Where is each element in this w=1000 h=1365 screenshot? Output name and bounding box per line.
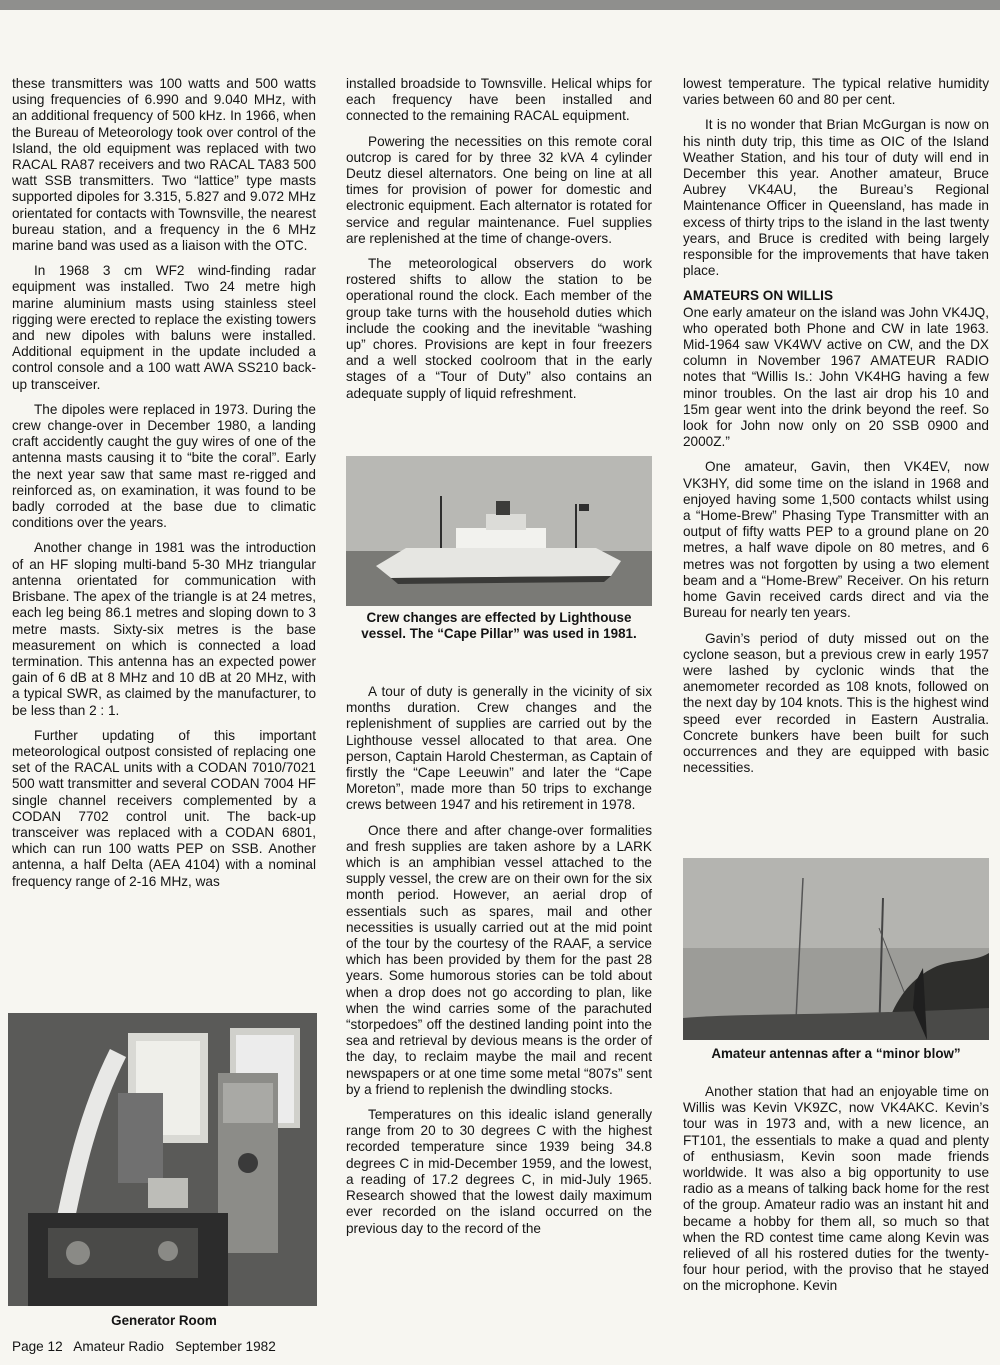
page-footer [12,1339,276,1354]
paragraph: Another station that had an enjoyable time on Willis was Kevin VK9ZC, now VK4AKC. Kevin’s tour was in 1973 and, with a new licence, an FT101, the essentials to make a quad and plenty of enthusiasm, Kevin soon made friends worldwide. It was also a big opportunity to use radio as a means of talking back home for the rest of the group. Amateur radio was an instant hit and became a hobby for them all, so much so that when the RD contest time came along Kevin was relieved of all his rostered duties for the twenty-four hour period, with the proviso that he stayed on the microphone. Kevin [683,1084,989,1294]
paragraph: The dipoles were replaced in 1973. During the crew change-over in December 1980, a landing craft accidently caught the guy wires of one of the antenna masts causing it to “bite the coral”. Early the next year saw that same mast re-rigged and reinforced as, on examination, it was found to be badly corroded at the base due to climatic conditions over the years. [12,401,316,531]
paragraph: Gavin’s period of duty missed out on the cyclone season, but a previous crew in early 1957 were lashed by cyclonic winds that the anemometer recorded as 108 knots, followed on the next day by 104 knots. This is the highest wind speed ever recorded in Eastern Australia. Concrete bunkers have been built for such occurrences and they are equipped with basic necessities. [683,630,989,776]
paragraph: A tour of duty is generally in the vicinity of six months duration. Crew changes and the replenishment of supplies are carried out by the Lighthouse vessel allocated to that area. One person, Captain Harold Chesterman, as Captain of firstly the “Cape Leeuwin” and later the “Cape Moreton”, made more than 50 trips to exchange crews between 1947 and his retirement in 1978. [346,684,652,813]
paragraph: The meteorological observers do work rostered shifts to allow the station to be operational round the clock. Each member of the group take turns with the household duties which include the cooking and the inevitable “washing up” chores. Provisions are kept in four freezers and a well stocked coolroom that in the early stages of a “Tour of Duty” also contains an adequate supply of liquid refreshment. [346,256,652,401]
lighthouse-vessel-photo [346,456,652,606]
paragraph: Another change in 1981 was the introduction of an HF sloping multi-band 5-30 MHz triangular antenna orientated for communication with Brisbane. The apex of the triangle is at 24 metres, each leg being 86.1 metres and sloping down to 3 metre masts. Sixty-six metres is the base measurement on which is connected a load termination. This antenna has an expected power gain of 6 dB at 8 MHz and 10 dB at 20 MHz, with a typical SWR, as claimed by the manufacturer, to be less than 2 : 1. [12,540,316,718]
paragraph: installed broadside to Townsville. Helical whips for each frequency have been installed and connected to the remaining RACAL equipment. [346,76,652,124]
paragraph: It is no wonder that Brian McGurgan is now on his ninth duty trip, this time as OIC of the Island Weather Station, and his tour of duty will end in December this year. Another amateur, Bruce Aubrey VK4AU, the Bureau’s Regional Maintenance Officer in Queensland, has made in excess of thirty trips to the island in the last twenty years, and Bruce is credited with being largely responsible for the improvements that have taken place. [683,117,989,279]
magazine-name: Amateur Radio [73,1339,164,1354]
paragraph: these transmitters was 100 watts and 500 watts using frequencies of 6.990 and 9.040 MHz, with an additional frequency of 500 kHz. In 1966, when the Bureau of Meteorology took over control of the Island, the old equipment was replaced with two RACAL RA87 receivers and two RACAL TA83 500 watt SSB transmitters. Two “lattice” type masts supported dipoles for 3.315, 5.827 and 9.072 MHz orientated for contacts with Townsville, the nearest bureau station, and a frequency in the 6 MHz marine band was used as a liaison with the OTC. [12,76,316,254]
lighthouse-vessel-caption: Crew changes are effected by Lighthouse vessel. The “Cape Pillar” was used in 1981. [361,610,637,641]
paragraph: Temperatures on this idealic island generally range from 20 to 30 degrees C with the highest recorded temperature since 1939 being 34.8 degrees C in mid-December 1959, and the lowest, a reading of 17.2 degrees C, in mid-July 1965. Research showed that the lowest daily maximum ever recorded on the island occurred on the previous day to the record of the [346,1107,652,1236]
amateur-antennas-photo [683,858,989,1040]
generator-room-illustration [8,1013,317,1306]
paragraph: Powering the necessities on this remote coral outcrop is cared for by three 32 kVA 4 cylinder Deutz diesel alternators. One being on line at all times for provision of power for domestic and electronic equipment. Each alternator is rotated for service and regular maintenance. Fuel supplies are replenished at the time of change-overs. [346,133,652,246]
amateur-antennas-illustration [683,858,989,1040]
column-2 [346,76,652,411]
page-number: Page 12 [12,1339,63,1354]
column-3-continued [683,1084,989,1304]
generator-room-caption: Generator Room [111,1313,217,1328]
paragraph: One early amateur on the island was John VK4JQ, who operated both Phone and CW in late 1963. Mid-1964 saw VK4WV active on CW, and the DX column in November 1967 AMATEUR RADIO notes that “Willis Is.: John VK4HG having a few minor troubles. On the last air drop his 10 and 15m gear went into the drink beyond the reef. So look for John now only on 20 SSB 0900 and 2000Z.” [683,304,989,450]
paragraph: Once there and after change-over formalities and fresh supplies are taken ashore by a LARK which is an amphibian vessel attached to the supply vessel, the crew are on their own for the six month period. However, an aerial drop of essentials such as spares, mail and other necessities is usually carried out at the mid point of the tour by the courtesy of the RAAF, a service which has been provided by them for the past 28 years. Some humorous stories can be told about when a drop does not go according to plan, like when the wind carries some of the parachuted “storpedoes” off the destined landing point into the sea and retrieval by devious means is the order of the day, to reclaim maybe the mail and recent newspapers or at one time some metal “807s” sent by a friend to replenish the dwindling stocks. [346,822,653,1097]
paragraph: In 1968 3 cm WF2 wind-finding radar equipment was installed. Two 24 metre high marine aluminium masts using stainless steel rigging were erected to replace the existing towers and new dipoles with baluns were installed. Additional equipment in the update included a control console and a 100 watt AWA SS210 back-up transceiver. [12,263,316,392]
paragraph: Further updating of this important meteorological outpost consisted of replacing one set of the RACAL units with a CODAN 7010/7021 500 watt transmitter and several CODAN 7004 HF single channel receivers complemented by a CODAN 7702 control unit. The back-up transceiver was replaced with a CODAN 6801, which can run 100 watts PEP on SSB. Another antenna, a half Delta (AEA 4104) with a nominal frequency range of 2-16 MHz, was [12,727,316,889]
column-3 [683,76,989,785]
amateur-antennas-caption: Amateur antennas after a “minor blow” [711,1046,961,1061]
lighthouse-vessel-illustration [346,456,652,606]
top-edge-band [0,0,1000,10]
section-heading: AMATEURS ON WILLIS [683,288,834,304]
column-1 [12,76,316,899]
column-2-continued [346,684,652,1246]
generator-room-photo [8,1013,317,1306]
paragraph: lowest temperature. The typical relative humidity varies between 60 and 80 per cent. [683,76,989,108]
issue-date: September 1982 [175,1339,276,1354]
paragraph: One amateur, Gavin, then VK4EV, now VK3HY, did some time on the island in 1968 and enjoyed having some 1,500 contacts whilst using a “Home-Brew” Phasing Type Transmitter with an output of fifty watts PEP to a ground plane on 20 metres, a half wave dipole on 80 metres, and 6 metres was not forgotten by using a two element beam and a “Home-Brew” Receiver. On his return home Gavin received cards direct and via the Bureau for nearly ten years. [683,459,989,621]
